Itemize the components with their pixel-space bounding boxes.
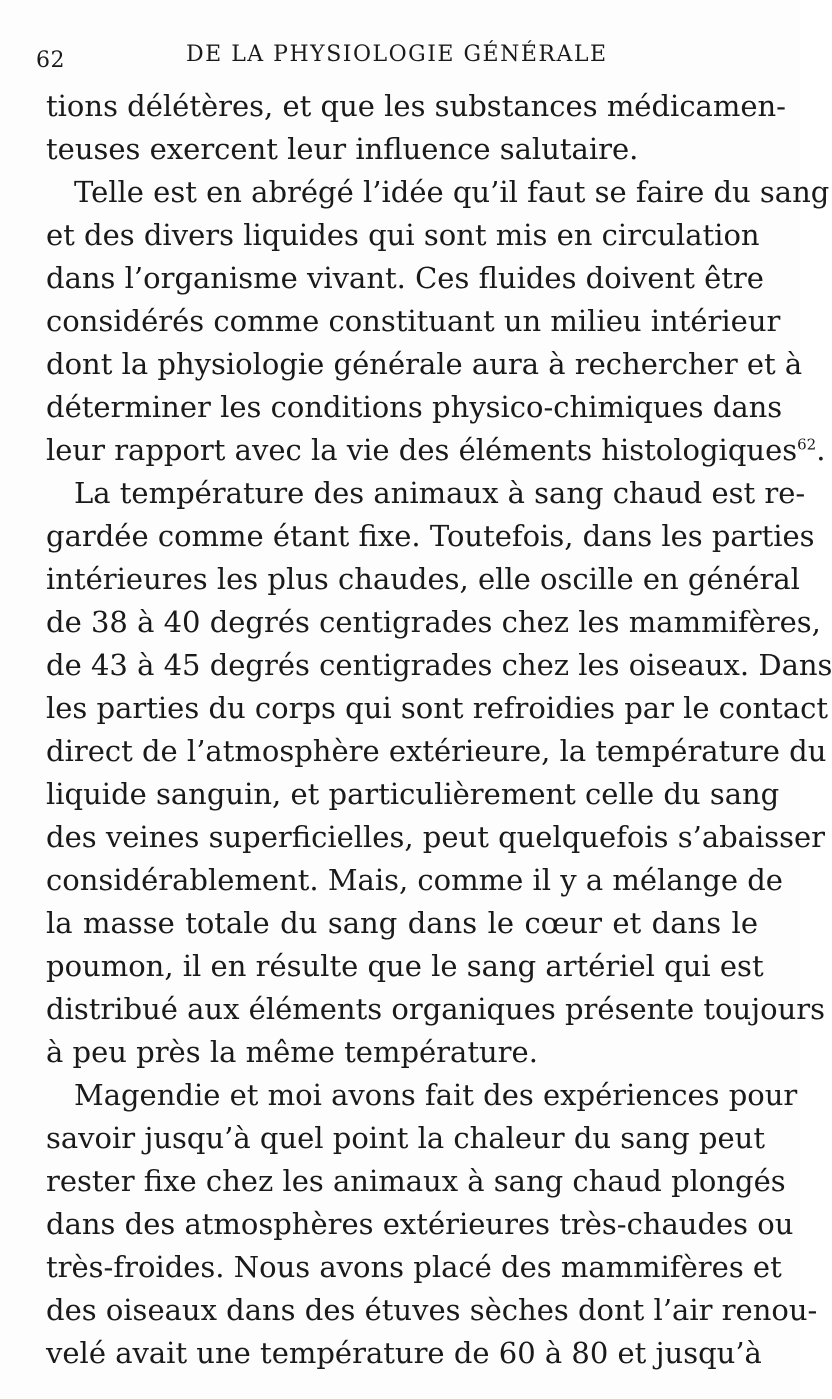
text-line: intérieures les plus chaudes, elle oscille en général [46,562,800,596]
text-line: gardée comme étant fixe. Toutefois, dans les parties [46,519,815,553]
text-line: Magendie et moi avons fait des expériences pour [74,1078,798,1112]
text-line: Telle est en abrégé l’idée qu’il faut se faire du sang [74,175,830,209]
text-line-with-footnote [46,429,826,472]
text-line: tions délétères, et que les substances médicamen- [46,89,786,123]
body-text [46,85,832,1375]
footnote-reference-tail: . [816,433,826,467]
text-line: déterminer les conditions physico-chimiques dans [46,390,783,424]
footnote-reference: 62 [797,435,817,454]
text-line: teuses exercent leur influence salutaire. [46,132,639,166]
text-line: velé avait une température de 60 à 80 et jusqu’à [46,1336,762,1370]
text-line: dont la physiologie générale aura à rechercher et à [46,347,803,381]
text-line: La température des animaux à sang chaud est re- [74,476,806,510]
page-header [36,42,760,76]
text-line: rester fixe chez les animaux à sang chaud plongés [46,1164,786,1198]
text-line: dans l’organisme vivant. Ces fluides doivent être [46,261,764,295]
text-line: liquide sanguin, et particulièrement celle du sang [46,777,780,811]
text-line: de 38 à 40 degrés centigrades chez les mammifères, [46,605,821,639]
text-line: la masse totale du sang dans le cœur et dans le [46,906,758,940]
text-line: à peu près la même température. [46,1035,538,1069]
text-line: de 43 à 45 degrés centigrades chez les oiseaux. Dans [46,648,832,682]
text-line: des oiseaux dans des étuves sèches dont l’air renou- [46,1293,818,1327]
text-line: direct de l’atmosphère extérieure, la température du [46,734,827,768]
running-head: DE LA PHYSIOLOGIE GÉNÉRALE [186,42,608,67]
text-line-content: leur rapport avec la vie des éléments histologiques [46,433,798,467]
text-line: considérés comme constituant un milieu intérieur [46,304,781,338]
text-line: considérablement. Mais, comme il y a mélange de [46,863,783,897]
text-line: très-froides. Nous avons placé des mammifères et [46,1250,782,1284]
text-line: savoir jusqu’à quel point la chaleur du sang peut [46,1121,765,1155]
text-line: distribué aux éléments organiques présente toujours [46,992,826,1026]
text-line: les parties du corps qui sont refroidies par le contact [46,691,829,725]
text-line: dans des atmosphères extérieures très-chaudes ou [46,1207,794,1241]
page-number: 62 [36,48,65,73]
text-line: poumon, il en résulte que le sang artériel qui est [46,949,764,983]
text-line: et des divers liquides qui sont mis en circulation [46,218,760,252]
text-line: des veines superficielles, peut quelquefois s’abaisser [46,820,826,854]
